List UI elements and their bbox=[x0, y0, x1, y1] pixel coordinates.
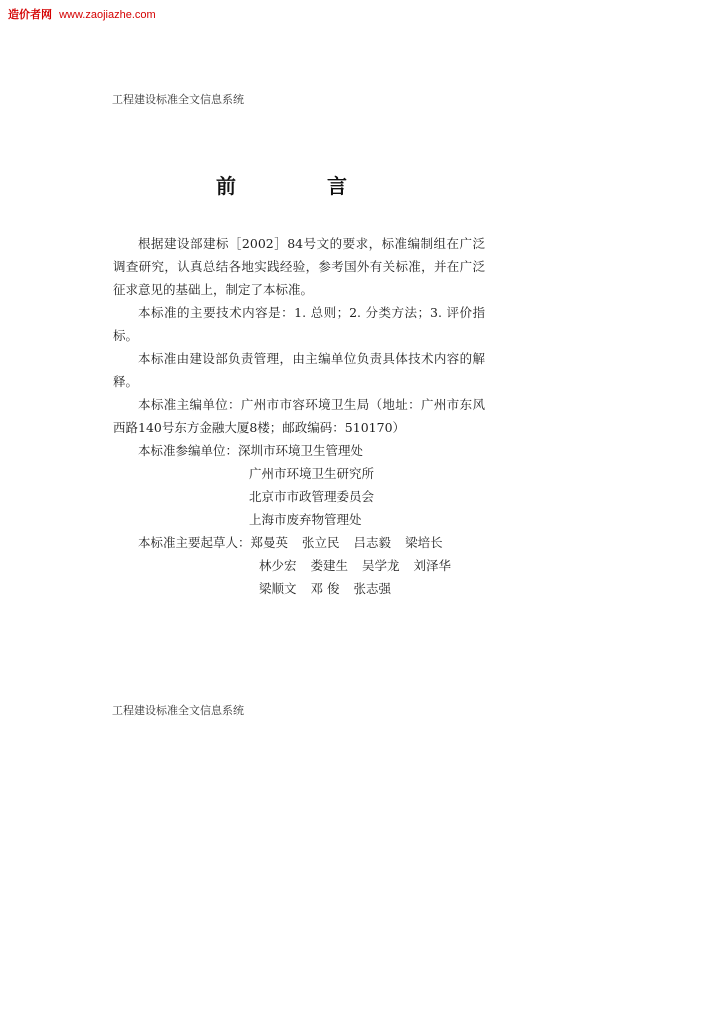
participating-unit-line bbox=[113, 508, 485, 531]
drafter-name: 邓 俊 bbox=[310, 581, 340, 596]
paragraph-chief-unit: 本标准主编单位：广州市市容环境卫生局（地址：广州市东风西路140号东方金融大厦8楼；邮政编码：510170） bbox=[113, 397, 485, 435]
participating-units-label: 本标准参编单位： bbox=[138, 443, 239, 458]
drafter-row bbox=[113, 531, 485, 554]
watermark-text: 造价者网 bbox=[8, 9, 52, 21]
participating-unit-line bbox=[113, 439, 485, 462]
drafter-name: 张志强 bbox=[353, 581, 392, 596]
drafters-label: 本标准主要起草人： bbox=[138, 535, 251, 550]
participating-units bbox=[113, 439, 485, 531]
drafter-name: 刘泽华 bbox=[413, 558, 452, 573]
page-title: 前 言 bbox=[216, 174, 389, 198]
preface-body bbox=[113, 232, 485, 600]
participating-unit-line bbox=[113, 485, 485, 508]
drafter-name: 吴学龙 bbox=[362, 558, 400, 573]
participating-unit: 深圳市环境卫生管理处 bbox=[238, 443, 364, 458]
watermark-url[interactable]: www.zaojiazhe.com bbox=[59, 9, 156, 21]
paragraph-background: 根据建设部建标［2002］84号文的要求，标准编制组在广泛调查研究，认真总结各地实践经验，参考国外有关标准，并在广泛征求意见的基础上，制定了本标准。 bbox=[113, 236, 485, 297]
drafter-row bbox=[113, 554, 485, 577]
paragraph-technical-content: 本标准的主要技术内容是：1. 总则；2. 分类方法；3. 评价指标。 bbox=[113, 305, 485, 343]
participating-unit-line bbox=[113, 462, 485, 485]
participating-unit: 上海市废弃物管理处 bbox=[249, 512, 362, 527]
drafter-name: 张立民 bbox=[302, 535, 340, 550]
participating-unit: 广州市环境卫生研究所 bbox=[249, 466, 375, 481]
drafter-name: 梁顺文 bbox=[259, 581, 297, 596]
participating-unit: 北京市市政管理委员会 bbox=[249, 489, 375, 504]
drafter-name: 郑曼英 bbox=[250, 535, 289, 550]
main-drafters bbox=[113, 531, 485, 600]
running-header: 工程建设标准全文信息系统 bbox=[112, 93, 244, 106]
drafter-name: 吕志毅 bbox=[353, 535, 392, 550]
paragraph-management: 本标准由建设部负责管理，由主编单位负责具体技术内容的解释。 bbox=[113, 351, 485, 389]
drafter-row bbox=[113, 577, 485, 600]
drafter-name: 林少宏 bbox=[259, 558, 297, 573]
site-watermark bbox=[8, 6, 156, 22]
drafter-name: 娄建生 bbox=[310, 558, 349, 573]
drafter-name: 梁培长 bbox=[405, 535, 443, 550]
running-footer: 工程建设标准全文信息系统 bbox=[112, 704, 244, 717]
